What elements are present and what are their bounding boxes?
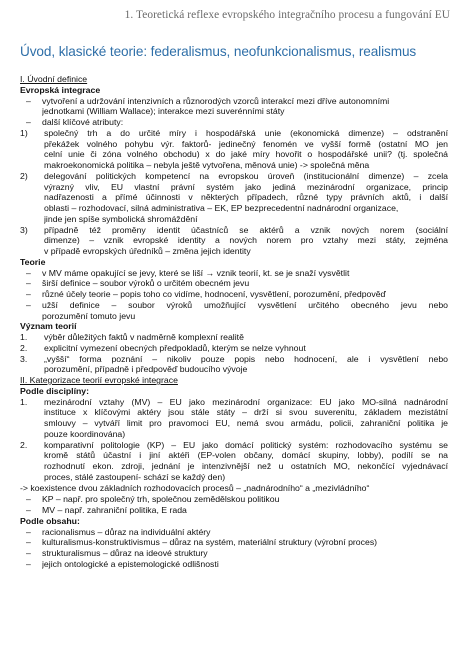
item-number: 3. <box>20 353 28 364</box>
dash-bullet: – <box>26 494 31 505</box>
dash-bullet: – <box>26 537 31 548</box>
subheading-obsahu: Podle obsahu: <box>20 515 80 526</box>
dash-bullet: – <box>26 558 31 569</box>
section-heading-2: II. Kategorizace teorií evropské integrace <box>20 375 178 385</box>
list-item: – další klíčové atributy: <box>20 117 448 128</box>
list-item: – v MV máme opakující se jevy, které se liší → vznik teorií, kt. se je snaží vysvětlit <box>20 268 448 279</box>
item-number: 1. <box>20 396 28 407</box>
item-number: 2. <box>20 342 28 353</box>
list-item: – jejich ontologické a epistemologické odlišnosti <box>20 559 448 570</box>
dash-bullet: – <box>26 278 31 289</box>
numbered-item: 2. explicitní vymezení obecných předpokladů, kterým se nelze vyhnout <box>20 342 306 353</box>
item-number: 1. <box>20 332 28 342</box>
subheading-teorie: Teorie <box>20 256 46 267</box>
dash-bullet: – <box>26 548 31 558</box>
item-number: 3) <box>20 224 28 235</box>
numbered-item: 2) delegování politických kompetencí na evropskou úroveň (institucionální dimenze) – zcela výrazný vliv, EU vlastní právní systém jako jediná mezinárodní organizace, princip nadřazenosti a přímé účinnosti v některých případech, různé typy právních aktů, i další oblasti – rozhodovací, silná administrativa – EK, EP bezprecedentní nadnárodní organizace, jinde jen spíše symbolická shromáždění <box>20 170 448 224</box>
list-item: – kulturalismus-konstruktivismus – důraz na systém, materiální struktury (výrobní proces) <box>20 537 448 548</box>
list-item: – strukturalismus – důraz na ideové struktury <box>20 548 448 559</box>
dash-bullet: – <box>26 505 31 515</box>
subheading-vyznam: Význam teorií <box>20 321 77 332</box>
koexistence-line: -> koexistence dvou základních rozhodovacích procesů – „nadnárodního“ a „mezivládního“ <box>20 482 370 493</box>
subheading-integrace: Evropská integrace <box>20 84 101 95</box>
numbered-item: 1. výběr důležitých faktů v nadměrně komplexní realitě <box>20 332 244 342</box>
numbered-item: 1) společný trh a do určité míry i hospodářská unie (ekonomická dimenze) – odstranění překážek volného pohybu výr. faktorů- jedinečný fenomén ve vyšší formě (ostatní MO jen celní unie či zóna volného obchodu) x do jaké míry hovořit o hospodářské unii? (tj. společná makroekonomická politika – nebyla ještě vytvořena, měnová unie) -> společná měna <box>20 127 448 170</box>
dash-bullet: – <box>26 289 31 299</box>
numbered-item: 3. „vyšší“ forma poznání – nikoliv pouze popis nebo hodnocení, ale i vysvětlení nebo porozumění, případně i předpověď budoucího vývoje <box>20 353 448 375</box>
item-number: 2. <box>20 439 28 450</box>
section-heading-1: I. Úvodní definice <box>20 74 88 84</box>
item-number: 1) <box>20 127 28 138</box>
list-item: – vytvoření a udržování intenzivních a různorodých vzorců interakcí mezi dříve autonomními jednotkami (William Wallace); interakce mezi suverénními státy <box>20 96 448 118</box>
list-item: – KP – např. pro společný trh, společnou zemědělskou politikou <box>20 494 448 505</box>
dash-bullet: – <box>26 299 31 310</box>
numbered-item: 2. komparativní politologie (KP) – EU jako domácí politický systém: rozhodovacího systému se kromě států účastní i jiní aktéři (EP-volen občany, domácí skupiny, lobby), podílí se na rozhodnutí ekon. zdroji, jednání je intenzivnější než u ostatních MO, nekončící vyjednávací proces, stálé zastoupení- schází se každý den) <box>20 439 448 482</box>
dash-bullet: – <box>26 95 31 106</box>
list-item: – různé účely teorie – popis toho co vidíme, hodnocení, vysvětlení, porozumění, předpověď <box>20 289 448 300</box>
numbered-item: 3) případně též proměny identit účastníců se aktérů a vznik nových norem (sociální dimenze) – vznik evropské identity a nových norem pro vztahy mezi státy, zejména v případě evropských úředníků – změna jejich identity <box>20 224 448 256</box>
list-item: – užší definice – soubor výroků umožňující vysvětlení určitého obecného jevu nebo porozumění tomuto jevu <box>20 300 448 322</box>
numbered-item: 1. mezinárodní vztahy (MV) – EU jako mezinárodní organizace: EU jako MO-silná nadnárodní instituce x klíčovými aktéry jsou stále státy – drží si svou suverenitu, základem mezistátní smlouvy – vytváří limit pro pravomoci EU, nemá svou armádu, policii, zahraniční politika je pouze koordinována) <box>20 396 448 439</box>
subheading-discipliny: Podle disciplíny: <box>20 385 90 396</box>
dash-bullet: – <box>26 267 31 278</box>
dash-bullet: – <box>26 117 31 127</box>
page-title: Úvod, klasické teorie: federalismus, neofunkcionalismus, realismus <box>20 44 417 59</box>
list-item: – MV – např. zahraniční politika, E rada <box>20 505 448 516</box>
list-item: – racionalismus – důraz na individuální aktéry <box>20 527 448 538</box>
item-number: 2) <box>20 170 28 181</box>
document-body <box>20 74 448 570</box>
dash-bullet: – <box>26 526 31 537</box>
running-head: 1. Teoretická reflexe evropského integračního procesu a fungování EU <box>124 9 450 21</box>
list-item: – širší definice – soubor výroků o určitém obecném jevu <box>20 278 448 289</box>
